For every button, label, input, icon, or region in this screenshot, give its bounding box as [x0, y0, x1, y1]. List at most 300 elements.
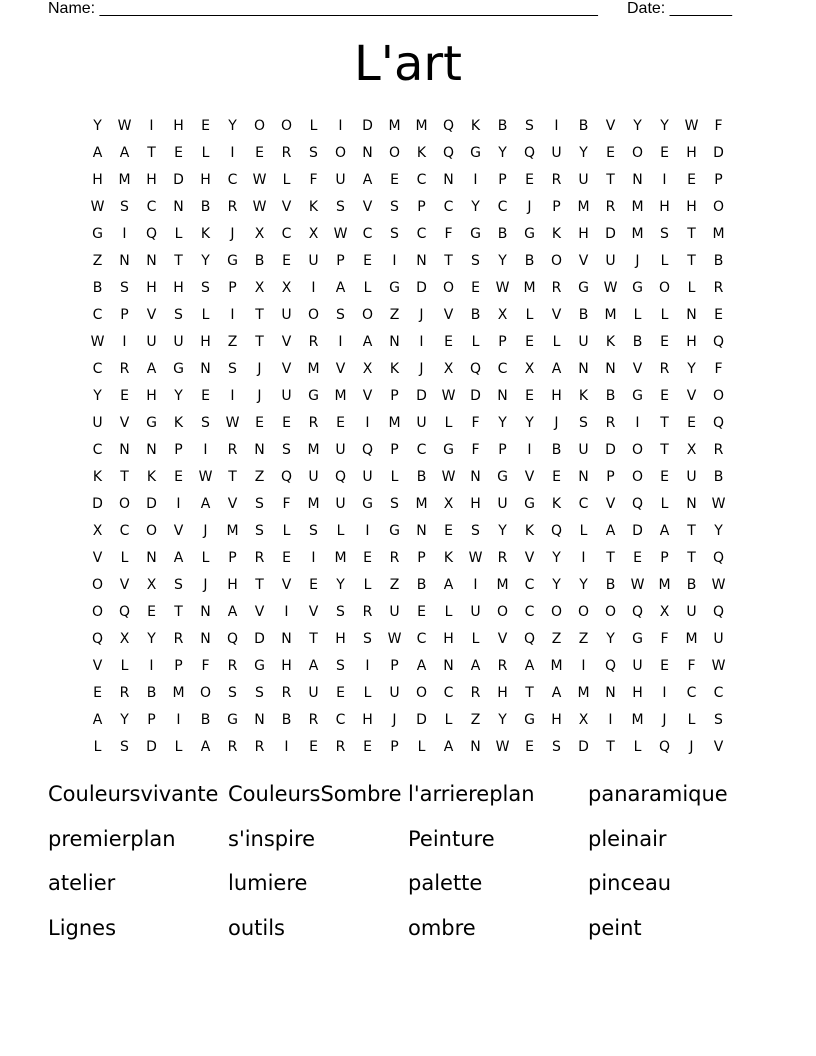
- grid-letter[interactable]: T: [687, 225, 696, 242]
- grid-letter[interactable]: I: [176, 495, 181, 512]
- grid-letter[interactable]: A: [470, 657, 481, 674]
- grid-letter[interactable]: V: [362, 198, 373, 215]
- grid-letter[interactable]: H: [578, 225, 589, 242]
- grid-letter[interactable]: V: [92, 657, 103, 674]
- grid-letter[interactable]: G: [362, 495, 373, 512]
- grid-letter[interactable]: Q: [280, 468, 293, 485]
- grid-letter[interactable]: O: [91, 576, 104, 593]
- grid-letter[interactable]: S: [471, 252, 480, 269]
- grid-letter[interactable]: A: [362, 171, 373, 188]
- grid-letter[interactable]: P: [390, 738, 399, 755]
- grid-letter[interactable]: P: [552, 198, 561, 215]
- grid-letter[interactable]: T: [606, 549, 615, 566]
- grid-letter[interactable]: E: [174, 468, 183, 485]
- grid-letter[interactable]: V: [713, 738, 724, 755]
- grid-letter[interactable]: M: [334, 549, 347, 566]
- grid-letter[interactable]: H: [227, 576, 238, 593]
- grid-letter[interactable]: H: [92, 171, 103, 188]
- grid-letter[interactable]: P: [228, 279, 237, 296]
- grid-letter[interactable]: C: [443, 684, 454, 701]
- grid-letter[interactable]: O: [658, 279, 671, 296]
- grid-letter[interactable]: N: [362, 144, 373, 161]
- grid-letter[interactable]: L: [471, 333, 480, 350]
- grid-letter[interactable]: Y: [687, 360, 696, 377]
- grid-letter[interactable]: T: [525, 684, 534, 701]
- grid-letter[interactable]: N: [146, 252, 157, 269]
- grid-letter[interactable]: I: [230, 144, 235, 161]
- grid-letter[interactable]: A: [92, 144, 103, 161]
- grid-letter[interactable]: P: [498, 171, 507, 188]
- grid-letter[interactable]: P: [390, 387, 399, 404]
- grid-letter[interactable]: R: [173, 630, 184, 647]
- grid-letter[interactable]: Y: [552, 549, 561, 566]
- grid-letter[interactable]: J: [392, 711, 397, 728]
- grid-letter[interactable]: I: [230, 387, 235, 404]
- grid-letter[interactable]: F: [714, 117, 723, 134]
- grid-letter[interactable]: N: [254, 711, 265, 728]
- grid-letter[interactable]: E: [660, 144, 669, 161]
- grid-letter[interactable]: B: [713, 252, 724, 269]
- grid-letter[interactable]: I: [662, 684, 667, 701]
- grid-letter[interactable]: M: [388, 117, 401, 134]
- grid-letter[interactable]: U: [416, 414, 427, 431]
- grid-letter[interactable]: P: [120, 306, 129, 323]
- grid-letter[interactable]: I: [365, 414, 370, 431]
- grid-letter[interactable]: D: [416, 387, 427, 404]
- grid-letter[interactable]: W: [468, 549, 483, 566]
- grid-letter[interactable]: O: [388, 144, 401, 161]
- grid-letter[interactable]: W: [711, 495, 726, 512]
- grid-letter[interactable]: R: [605, 198, 616, 215]
- grid-letter[interactable]: S: [174, 576, 183, 593]
- grid-letter[interactable]: R: [713, 441, 724, 458]
- grid-letter[interactable]: H: [659, 198, 670, 215]
- grid-letter[interactable]: C: [416, 225, 427, 242]
- grid-letter[interactable]: L: [579, 522, 588, 539]
- grid-letter[interactable]: V: [524, 549, 535, 566]
- grid-letter[interactable]: E: [93, 684, 102, 701]
- grid-letter[interactable]: O: [631, 468, 644, 485]
- grid-letter[interactable]: N: [146, 441, 157, 458]
- grid-letter[interactable]: P: [174, 657, 183, 674]
- grid-letter[interactable]: H: [470, 495, 481, 512]
- grid-letter[interactable]: W: [198, 468, 213, 485]
- grid-letter[interactable]: X: [119, 630, 130, 647]
- grid-letter[interactable]: B: [578, 306, 589, 323]
- grid-letter[interactable]: Y: [525, 414, 534, 431]
- grid-letter[interactable]: A: [362, 333, 373, 350]
- grid-letter[interactable]: Z: [389, 576, 400, 593]
- grid-letter[interactable]: H: [146, 279, 157, 296]
- grid-letter[interactable]: Q: [145, 225, 158, 242]
- grid-letter[interactable]: W: [252, 198, 267, 215]
- grid-letter[interactable]: S: [309, 144, 318, 161]
- grid-letter[interactable]: F: [444, 225, 453, 242]
- grid-letter[interactable]: A: [551, 684, 562, 701]
- grid-letter[interactable]: A: [551, 360, 562, 377]
- grid-letter[interactable]: T: [687, 252, 696, 269]
- grid-letter[interactable]: K: [308, 198, 319, 215]
- grid-letter[interactable]: Q: [523, 630, 536, 647]
- grid-letter[interactable]: X: [308, 225, 319, 242]
- grid-letter[interactable]: S: [309, 522, 318, 539]
- grid-letter[interactable]: D: [92, 495, 103, 512]
- grid-letter[interactable]: P: [606, 468, 615, 485]
- grid-letter[interactable]: U: [605, 252, 616, 269]
- grid-letter[interactable]: E: [660, 333, 669, 350]
- grid-letter[interactable]: X: [686, 441, 697, 458]
- grid-letter[interactable]: I: [122, 225, 127, 242]
- grid-letter[interactable]: T: [660, 441, 669, 458]
- grid-letter[interactable]: Q: [631, 495, 644, 512]
- grid-letter[interactable]: L: [363, 684, 372, 701]
- grid-letter[interactable]: B: [200, 711, 211, 728]
- grid-letter[interactable]: Y: [714, 522, 723, 539]
- grid-letter[interactable]: R: [119, 684, 130, 701]
- grid-letter[interactable]: Q: [523, 144, 536, 161]
- grid-letter[interactable]: H: [173, 279, 184, 296]
- grid-letter[interactable]: C: [362, 225, 373, 242]
- grid-letter[interactable]: S: [255, 684, 264, 701]
- grid-letter[interactable]: A: [524, 657, 535, 674]
- grid-letter[interactable]: P: [417, 549, 426, 566]
- grid-letter[interactable]: L: [687, 711, 696, 728]
- grid-letter[interactable]: P: [390, 657, 399, 674]
- grid-letter[interactable]: U: [551, 144, 562, 161]
- grid-letter[interactable]: F: [687, 657, 696, 674]
- grid-letter[interactable]: S: [255, 522, 264, 539]
- grid-letter[interactable]: L: [633, 306, 642, 323]
- grid-letter[interactable]: N: [605, 684, 616, 701]
- grid-letter[interactable]: Q: [442, 144, 455, 161]
- grid-letter[interactable]: V: [281, 198, 292, 215]
- grid-letter[interactable]: T: [255, 576, 264, 593]
- grid-letter[interactable]: R: [227, 198, 238, 215]
- grid-letter[interactable]: L: [120, 657, 129, 674]
- grid-letter[interactable]: T: [228, 468, 237, 485]
- grid-letter[interactable]: I: [311, 279, 316, 296]
- grid-letter[interactable]: N: [578, 468, 589, 485]
- grid-letter[interactable]: V: [119, 414, 130, 431]
- grid-letter[interactable]: X: [254, 279, 265, 296]
- grid-letter[interactable]: V: [335, 360, 346, 377]
- grid-letter[interactable]: M: [307, 495, 320, 512]
- grid-letter[interactable]: H: [146, 387, 157, 404]
- grid-letter[interactable]: M: [334, 387, 347, 404]
- grid-letter[interactable]: R: [308, 414, 319, 431]
- grid-letter[interactable]: G: [524, 711, 535, 728]
- grid-letter[interactable]: W: [225, 414, 240, 431]
- grid-letter[interactable]: I: [149, 117, 154, 134]
- grid-letter[interactable]: R: [308, 333, 319, 350]
- grid-letter[interactable]: K: [416, 144, 427, 161]
- grid-letter[interactable]: S: [552, 738, 561, 755]
- grid-letter[interactable]: U: [686, 468, 697, 485]
- grid-letter[interactable]: T: [120, 468, 129, 485]
- grid-letter[interactable]: I: [419, 333, 424, 350]
- grid-letter[interactable]: V: [92, 549, 103, 566]
- grid-letter[interactable]: J: [203, 576, 208, 593]
- grid-letter[interactable]: B: [686, 576, 697, 593]
- grid-letter[interactable]: I: [365, 522, 370, 539]
- grid-letter[interactable]: B: [416, 468, 427, 485]
- grid-letter[interactable]: N: [578, 360, 589, 377]
- grid-letter[interactable]: E: [201, 117, 210, 134]
- grid-letter[interactable]: D: [254, 630, 265, 647]
- grid-letter[interactable]: W: [387, 630, 402, 647]
- grid-letter[interactable]: O: [550, 603, 563, 620]
- grid-letter[interactable]: V: [443, 306, 454, 323]
- grid-letter[interactable]: L: [282, 171, 291, 188]
- grid-letter[interactable]: S: [255, 495, 264, 512]
- grid-letter[interactable]: U: [281, 387, 292, 404]
- grid-letter[interactable]: N: [119, 441, 130, 458]
- grid-letter[interactable]: R: [281, 684, 292, 701]
- grid-letter[interactable]: S: [660, 225, 669, 242]
- grid-letter[interactable]: O: [577, 603, 590, 620]
- grid-letter[interactable]: R: [713, 279, 724, 296]
- grid-letter[interactable]: M: [307, 441, 320, 458]
- grid-letter[interactable]: U: [686, 603, 697, 620]
- grid-letter[interactable]: S: [471, 522, 480, 539]
- grid-letter[interactable]: U: [578, 171, 589, 188]
- grid-letter[interactable]: A: [146, 360, 157, 377]
- grid-letter[interactable]: M: [631, 198, 644, 215]
- grid-letter[interactable]: H: [200, 333, 211, 350]
- grid-letter[interactable]: Q: [118, 603, 131, 620]
- grid-letter[interactable]: L: [363, 576, 372, 593]
- grid-letter[interactable]: N: [470, 468, 481, 485]
- grid-letter[interactable]: G: [308, 387, 319, 404]
- grid-letter[interactable]: R: [605, 414, 616, 431]
- grid-letter[interactable]: C: [281, 225, 292, 242]
- grid-letter[interactable]: W: [441, 468, 456, 485]
- grid-letter[interactable]: I: [473, 171, 478, 188]
- grid-letter[interactable]: O: [118, 495, 131, 512]
- grid-letter[interactable]: O: [253, 117, 266, 134]
- grid-letter[interactable]: B: [146, 684, 157, 701]
- grid-letter[interactable]: Q: [226, 630, 239, 647]
- grid-letter[interactable]: X: [443, 495, 454, 512]
- grid-letter[interactable]: B: [713, 468, 724, 485]
- grid-letter[interactable]: V: [605, 495, 616, 512]
- grid-letter[interactable]: Z: [227, 333, 238, 350]
- grid-letter[interactable]: N: [686, 495, 697, 512]
- grid-letter[interactable]: Q: [361, 441, 374, 458]
- grid-letter[interactable]: N: [443, 657, 454, 674]
- grid-letter[interactable]: G: [173, 360, 184, 377]
- grid-letter[interactable]: Y: [147, 630, 156, 647]
- grid-letter[interactable]: D: [632, 522, 643, 539]
- grid-letter[interactable]: W: [252, 171, 267, 188]
- grid-letter[interactable]: L: [201, 306, 210, 323]
- grid-letter[interactable]: C: [416, 630, 427, 647]
- grid-letter[interactable]: L: [201, 549, 210, 566]
- grid-letter[interactable]: U: [389, 684, 400, 701]
- grid-letter[interactable]: P: [228, 549, 237, 566]
- grid-letter[interactable]: S: [228, 360, 237, 377]
- grid-letter[interactable]: Y: [606, 630, 615, 647]
- grid-letter[interactable]: A: [443, 576, 454, 593]
- grid-letter[interactable]: Y: [174, 387, 183, 404]
- grid-letter[interactable]: I: [635, 414, 640, 431]
- grid-letter[interactable]: O: [334, 144, 347, 161]
- grid-letter[interactable]: E: [336, 414, 345, 431]
- grid-letter[interactable]: U: [389, 603, 400, 620]
- grid-letter[interactable]: A: [605, 522, 616, 539]
- grid-letter[interactable]: M: [307, 360, 320, 377]
- grid-letter[interactable]: Q: [712, 549, 725, 566]
- grid-letter[interactable]: Q: [658, 738, 671, 755]
- grid-letter[interactable]: L: [471, 630, 480, 647]
- grid-letter[interactable]: N: [470, 738, 481, 755]
- grid-letter[interactable]: O: [280, 117, 293, 134]
- grid-letter[interactable]: L: [282, 522, 291, 539]
- grid-letter[interactable]: M: [550, 657, 563, 674]
- grid-letter[interactable]: E: [660, 657, 669, 674]
- grid-letter[interactable]: D: [173, 171, 184, 188]
- grid-letter[interactable]: V: [146, 306, 157, 323]
- grid-letter[interactable]: I: [311, 549, 316, 566]
- grid-letter[interactable]: V: [308, 603, 319, 620]
- grid-letter[interactable]: G: [470, 225, 481, 242]
- grid-letter[interactable]: S: [336, 657, 345, 674]
- grid-letter[interactable]: R: [470, 684, 481, 701]
- grid-letter[interactable]: C: [227, 171, 238, 188]
- grid-letter[interactable]: D: [146, 495, 157, 512]
- grid-letter[interactable]: L: [309, 117, 318, 134]
- grid-letter[interactable]: L: [174, 225, 183, 242]
- grid-letter[interactable]: J: [419, 360, 424, 377]
- grid-letter[interactable]: J: [527, 198, 532, 215]
- grid-letter[interactable]: G: [227, 252, 238, 269]
- grid-letter[interactable]: E: [282, 414, 291, 431]
- grid-letter[interactable]: M: [577, 684, 590, 701]
- grid-letter[interactable]: C: [92, 360, 103, 377]
- grid-letter[interactable]: H: [281, 657, 292, 674]
- grid-letter[interactable]: M: [577, 198, 590, 215]
- grid-letter[interactable]: J: [230, 225, 235, 242]
- grid-letter[interactable]: W: [333, 225, 348, 242]
- grid-letter[interactable]: C: [497, 198, 508, 215]
- grid-letter[interactable]: Y: [633, 117, 642, 134]
- grid-letter[interactable]: E: [336, 684, 345, 701]
- grid-letter[interactable]: S: [336, 198, 345, 215]
- grid-letter[interactable]: E: [390, 171, 399, 188]
- grid-letter[interactable]: L: [660, 306, 669, 323]
- grid-letter[interactable]: A: [200, 495, 211, 512]
- grid-letter[interactable]: X: [443, 360, 454, 377]
- grid-letter[interactable]: K: [524, 522, 535, 539]
- grid-letter[interactable]: E: [363, 252, 372, 269]
- grid-letter[interactable]: O: [442, 279, 455, 296]
- grid-letter[interactable]: I: [554, 117, 559, 134]
- grid-letter[interactable]: C: [497, 360, 508, 377]
- grid-letter[interactable]: I: [176, 711, 181, 728]
- grid-letter[interactable]: B: [470, 306, 481, 323]
- grid-letter[interactable]: S: [201, 414, 210, 431]
- grid-letter[interactable]: E: [525, 738, 534, 755]
- grid-letter[interactable]: E: [687, 414, 696, 431]
- grid-letter[interactable]: K: [92, 468, 103, 485]
- grid-letter[interactable]: C: [524, 576, 535, 593]
- grid-letter[interactable]: V: [362, 387, 373, 404]
- grid-letter[interactable]: C: [443, 198, 454, 215]
- grid-letter[interactable]: B: [92, 279, 103, 296]
- grid-letter[interactable]: N: [119, 252, 130, 269]
- grid-letter[interactable]: L: [444, 603, 453, 620]
- grid-letter[interactable]: E: [633, 549, 642, 566]
- grid-letter[interactable]: A: [335, 279, 346, 296]
- grid-letter[interactable]: E: [444, 333, 453, 350]
- grid-letter[interactable]: R: [389, 549, 400, 566]
- grid-letter[interactable]: S: [390, 495, 399, 512]
- grid-letter[interactable]: F: [714, 360, 723, 377]
- grid-letter[interactable]: H: [497, 684, 508, 701]
- grid-letter[interactable]: S: [390, 225, 399, 242]
- grid-letter[interactable]: T: [687, 522, 696, 539]
- grid-letter[interactable]: W: [603, 279, 618, 296]
- grid-letter[interactable]: W: [495, 279, 510, 296]
- grid-letter[interactable]: Y: [579, 144, 588, 161]
- grid-letter[interactable]: H: [443, 630, 454, 647]
- grid-letter[interactable]: V: [254, 603, 265, 620]
- grid-letter[interactable]: M: [496, 576, 509, 593]
- grid-letter[interactable]: C: [92, 441, 103, 458]
- grid-letter[interactable]: T: [606, 738, 615, 755]
- grid-letter[interactable]: I: [338, 117, 343, 134]
- grid-letter[interactable]: F: [282, 495, 291, 512]
- grid-letter[interactable]: K: [389, 360, 400, 377]
- grid-letter[interactable]: M: [523, 279, 536, 296]
- grid-letter[interactable]: W: [117, 117, 132, 134]
- grid-letter[interactable]: M: [388, 414, 401, 431]
- grid-letter[interactable]: S: [228, 684, 237, 701]
- grid-letter[interactable]: M: [631, 225, 644, 242]
- grid-letter[interactable]: K: [146, 468, 157, 485]
- grid-letter[interactable]: D: [362, 117, 373, 134]
- grid-letter[interactable]: M: [658, 576, 671, 593]
- grid-letter[interactable]: T: [606, 171, 615, 188]
- grid-letter[interactable]: W: [441, 387, 456, 404]
- grid-letter[interactable]: B: [605, 387, 616, 404]
- grid-letter[interactable]: R: [551, 279, 562, 296]
- grid-letter[interactable]: V: [281, 333, 292, 350]
- grid-letter[interactable]: V: [632, 360, 643, 377]
- grid-letter[interactable]: M: [172, 684, 185, 701]
- grid-letter[interactable]: R: [497, 657, 508, 674]
- grid-letter[interactable]: M: [604, 306, 617, 323]
- grid-letter[interactable]: A: [119, 144, 130, 161]
- grid-letter[interactable]: Q: [442, 117, 455, 134]
- grid-letter[interactable]: U: [578, 441, 589, 458]
- grid-letter[interactable]: C: [713, 684, 724, 701]
- grid-letter[interactable]: G: [389, 522, 400, 539]
- grid-letter[interactable]: R: [659, 360, 670, 377]
- grid-letter[interactable]: Y: [498, 711, 507, 728]
- grid-letter[interactable]: S: [390, 198, 399, 215]
- grid-letter[interactable]: N: [416, 522, 427, 539]
- grid-letter[interactable]: C: [335, 711, 346, 728]
- grid-letter[interactable]: Y: [660, 117, 669, 134]
- grid-letter[interactable]: F: [660, 630, 669, 647]
- grid-letter[interactable]: I: [527, 441, 532, 458]
- grid-letter[interactable]: O: [307, 306, 320, 323]
- grid-letter[interactable]: P: [390, 441, 399, 458]
- grid-letter[interactable]: E: [606, 144, 615, 161]
- grid-letter[interactable]: Q: [604, 657, 617, 674]
- grid-letter[interactable]: J: [635, 252, 640, 269]
